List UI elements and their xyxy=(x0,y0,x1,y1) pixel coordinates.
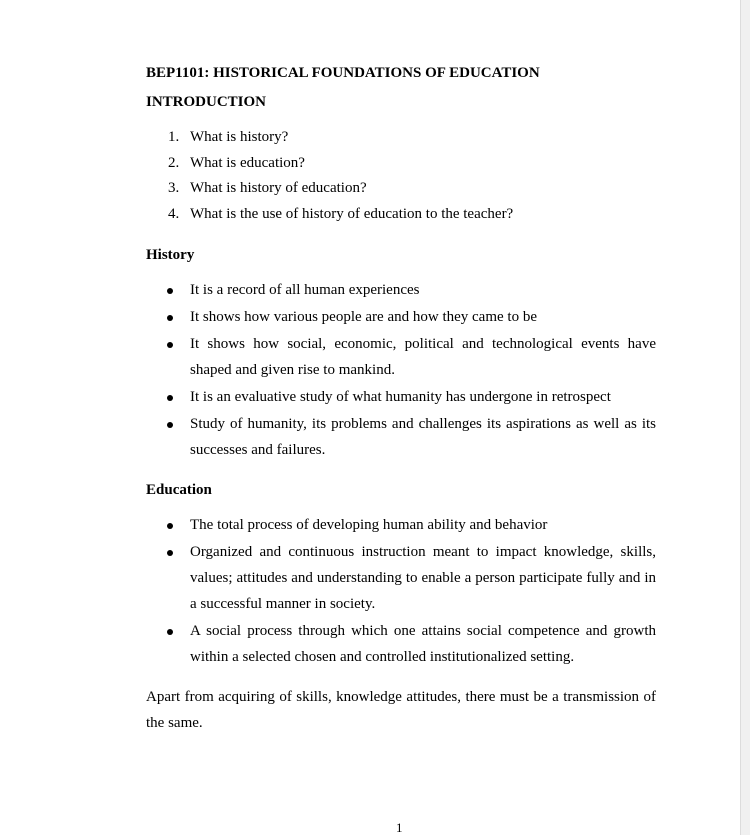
bullet-icon xyxy=(167,422,173,428)
bullet-icon xyxy=(167,550,173,556)
closing-paragraph: Apart from acquiring of skills, knowledge attitudes, there must be a transmission of the same. xyxy=(146,689,656,731)
bullet-icon xyxy=(167,342,173,348)
list-item xyxy=(146,412,656,463)
list-item-text: A social process through which one attains social competence and growth within a selected chosen and controlled institutionalized setting. xyxy=(190,622,656,665)
list-item-text: What is history of education? xyxy=(190,180,367,197)
page-number: 1 xyxy=(396,820,403,835)
education-heading: Education xyxy=(146,482,212,499)
question-list xyxy=(146,125,656,228)
list-item-text: What is history? xyxy=(190,129,289,145)
document-page xyxy=(146,58,656,737)
history-heading: History xyxy=(146,246,195,263)
list-number: 1. xyxy=(168,129,180,145)
list-item-text: It shows how various people are and how they came to be xyxy=(190,308,537,325)
bullet-icon xyxy=(167,315,173,321)
list-item xyxy=(146,305,656,331)
introduction-heading: INTRODUCTION xyxy=(146,94,267,110)
list-item xyxy=(146,151,656,177)
bullet-icon xyxy=(167,288,173,294)
list-item-text: What is education? xyxy=(190,154,305,171)
education-list xyxy=(146,513,656,670)
list-item xyxy=(146,278,656,304)
bullet-icon xyxy=(167,523,173,529)
list-item xyxy=(146,202,656,228)
vertical-scrollbar[interactable] xyxy=(740,0,750,835)
list-item-text: What is the use of history of education to the teacher? xyxy=(190,206,514,223)
history-list xyxy=(146,278,656,463)
list-item xyxy=(146,176,656,202)
list-item xyxy=(146,540,656,617)
list-item-text: Study of humanity, its problems and challenges its aspirations as well as its successes and failures. xyxy=(190,415,656,458)
list-number: 3. xyxy=(168,180,180,197)
list-item-text: It is a record of all human experiences xyxy=(190,281,420,298)
list-item xyxy=(146,385,656,411)
list-item-text: It shows how social, economic, political and technological events have shaped and given rise to mankind. xyxy=(190,335,656,378)
list-item-text: Organized and continuous instruction meant to impact knowledge, skills, values; attitudes and understanding to enable a person participate fully and in a successful manner in society. xyxy=(190,544,656,612)
list-item xyxy=(146,332,656,383)
document-title: BEP1101: HISTORICAL FOUNDATIONS OF EDUCATION xyxy=(146,65,540,81)
bullet-icon xyxy=(167,395,173,401)
list-number: 4. xyxy=(168,206,180,223)
list-item xyxy=(146,619,656,670)
list-number: 2. xyxy=(168,154,180,171)
list-item-text: It is an evaluative study of what humanity has undergone in retrospect xyxy=(190,388,611,405)
list-item xyxy=(146,125,656,151)
list-item-text: The total process of developing human ability and behavior xyxy=(190,517,548,534)
bullet-icon xyxy=(167,629,173,635)
list-item xyxy=(146,513,656,539)
